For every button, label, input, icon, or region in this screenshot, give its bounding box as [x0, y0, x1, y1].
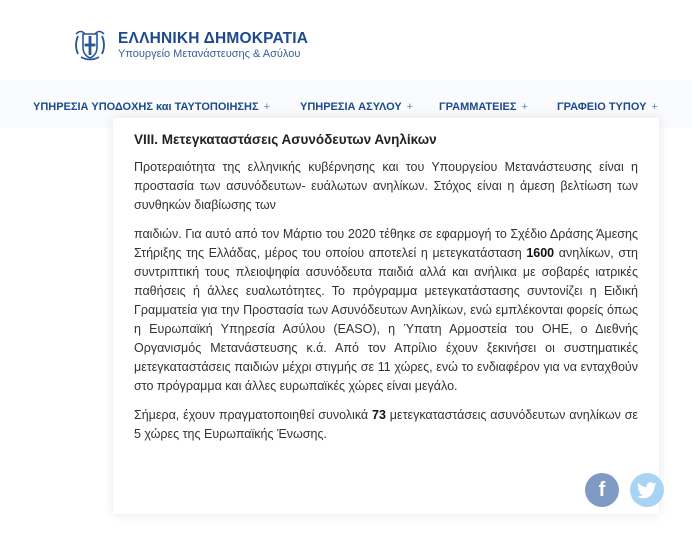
- facebook-icon: f: [598, 478, 606, 501]
- plus-icon: +: [263, 101, 270, 113]
- relocations-completed-count: 73: [372, 408, 386, 422]
- paragraph-text: μετεγκαταστάσεις ασυνόδευτων ανηλίκων σε 5 χώρες της Ευρωπαϊκής Ένωσης.: [134, 408, 638, 441]
- article-content: [134, 131, 638, 454]
- facebook-share-button[interactable]: [585, 473, 619, 507]
- nav-label: ΓΡΑΜΜΑΤΕΙΕΣ: [439, 101, 517, 113]
- nav-secretariats[interactable]: [439, 101, 528, 113]
- coat-of-arms-icon[interactable]: [72, 27, 108, 63]
- twitter-share-button[interactable]: [630, 473, 664, 507]
- article-paragraph-1: Προτεραιότητα της ελληνικής κυβέρνησης και του Υπουργείου Μετανάστευσης είναι η προστασία των ασυνόδευτων- ευάλωτων ανηλίκων. Στόχος είναι η άμεση βελτίωση των συνθηκών διαβίωσης των: [134, 160, 638, 212]
- paragraph-text: Σήμερα, έχουν πραγματοποιηθεί συνολικά: [134, 408, 373, 422]
- nav-label: ΥΠΗΡΕΣΙΑ ΥΠΟΔΟΧΗΣ και ΤΑΥΤΟΠΟΙΗΣΗΣ: [33, 101, 259, 113]
- site-subtitle[interactable]: Υπουργείο Μετανάστευσης & Ασύλου: [118, 48, 301, 60]
- twitter-icon: [637, 482, 657, 499]
- nav-press-office[interactable]: [557, 101, 658, 113]
- paragraph-text: παιδιών. Για αυτό από τον Μάρτιο του 2020 τέθηκε σε εφαρμογή το Σχέδιο Δράσης Άμεσης Στήριξης της Ελλάδας, μέρος του οποίου αποτελεί η μετεγκατάσταση: [134, 227, 638, 260]
- article-heading: VIII. Μετεγκαταστάσεις Ασυνόδευτων Ανηλίκων: [134, 132, 437, 147]
- article-paragraph-3: [134, 406, 638, 444]
- site-title[interactable]: ΕΛΛΗΝΙΚΗ ΔΗΜΟΚΡΑΤΙΑ: [118, 30, 309, 47]
- nav-reception-identification[interactable]: [33, 101, 270, 113]
- plus-icon: +: [406, 101, 414, 113]
- nav-asylum-service[interactable]: [300, 101, 413, 113]
- plus-icon: +: [521, 101, 528, 113]
- article-paragraph-2: [134, 225, 638, 396]
- paragraph-text: ανηλίκων, στη συντριπτική τους πλειοψηφία ασυνόδευτα παιδιά αλλά και ανήλικα με σοβαρές ιατρικές παθήσεις ή άλλες ευαλωτότητες. Το πρόγραμμα μετεγκατάστασης συντονίζει η Ειδική Γραμματεία για την Προστασία των Ασυνόδευτων Ανηλίκων, ενώ εμπλέκονται φορείς όπως η Ευρωπαϊκή Υπηρεσία Ασύλου (EASO), η Ύπατη Αρμοστεία του ΟΗΕ, ο Διεθνής Οργανισμός Μετανάστευσης κ.ά. Από τον Απρίλιο έχουν ξεκινήσει οι συστηματικές μετεγκαταστάσεις παιδιών μέχρι στιγμής σε 11 χώρες, ενώ το ενδιαφέρον για να ενταχθούν στο πρόγραμμα και άλλες ευρωπαϊκές χώρες είναι μεγάλο.: [134, 246, 638, 393]
- nav-label: ΥΠΗΡΕΣΙΑ ΑΣΥΛΟΥ: [300, 101, 402, 113]
- nav-label: ΓΡΑΦΕΙΟ ΤΥΠΟΥ: [557, 101, 647, 113]
- relocation-target-count: 1600: [526, 246, 555, 260]
- plus-icon: +: [651, 101, 658, 113]
